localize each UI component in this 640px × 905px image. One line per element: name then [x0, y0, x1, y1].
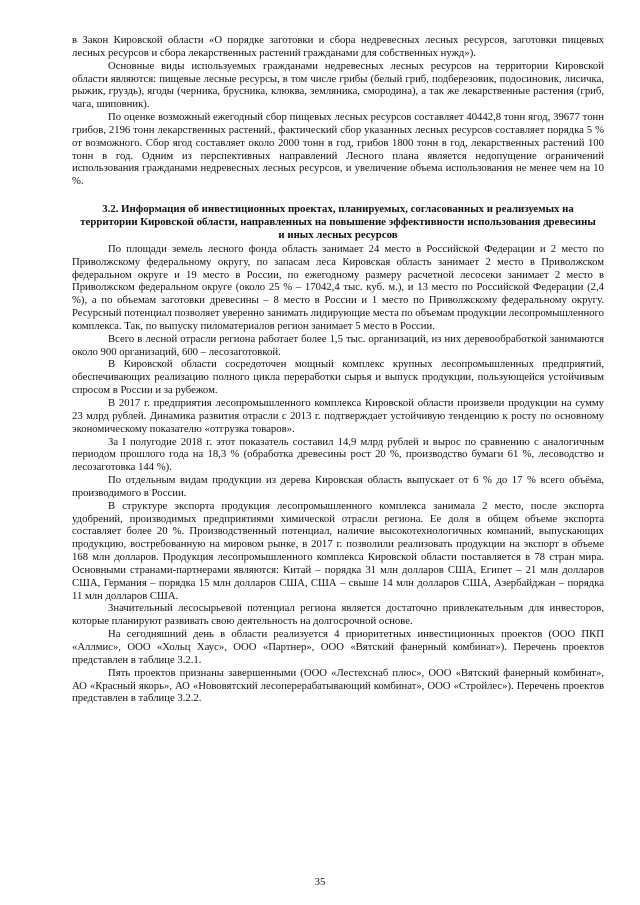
paragraph-2018-half-year: За I полугодие 2018 г. этот показатель составил 14,9 млрд рублей и вырос по сравнению с аналогичным периодом прошлого года на 18,3 % (обработка древесины рост 20 %, производство бумаги 61 %, лесоводство и лесозаготовка 144 %).	[72, 435, 604, 474]
paragraph-2017-output: В 2017 г. предприятия лесопромышленного комплекса Кировской области произвели продукции на сумму 23 млрд рублей. Динамика развития отрасли с 2013 г. подтверждает устойчивую тенденцию к росту по основному экономическому показателю «отгрузка товаров».	[72, 396, 604, 435]
paragraph-investor-appeal: Значительный лесосырьевой потенциал региона является достаточно привлекательным для инвесторов, которые планируют развивать свою деятельность на долгосрочной основе.	[72, 602, 604, 628]
paragraph-export: В структуре экспорта продукция лесопромышленного комплекса занимала 2 место, после экспорта удобрений, производимых предприятиями химической отрасли региона. Ее доля в общем объеме экспорта составляет более 20 %. Производственный потенциал, наличие высокотехнологичных компаний, выпускающих продукцию, востребованную на мировом рынке, в 2017 г. позволили реализовать продукции на экспорт в объеме 168 млн долларов. Продукция лесопромышленного комплекса Кировской области поставляется в 78 стран мира. Основными странами-партнерами являются: Китай – порядка 31 млн долларов США, Египет – 21 млн долларов США, Германия – порядка 15 млн долларов США, США – свыше 14 млн долларов США, Азербайджан – порядка 11 млн долларов США.	[72, 499, 604, 602]
paragraph-priority-projects: На сегодняшний день в области реализуется 4 приоритетных инвестиционных проектов (ООО ПКП «Аллмис», ООО «Хольц Хаус», ООО «Партнер», ООО «Вятский фанерный комбинат»). Перечень проектов представлен в таблице 3.2.1.	[72, 628, 604, 666]
paragraph-resource-types: Основные виды используемых гражданами недревесных лесных ресурсов на территории Кировской области являются: пищевые лесные ресурсы, в том числе грибы (белый гриб, подберезовик, подосиновик, лисичка, рыжик, груздь), ягоды (черника, брусника, клюква, земляника, смородина), а так же лекарственные растения (гриб, чага, шиповник).	[72, 59, 604, 111]
paragraph-forest-ranking: По площади земель лесного фонда область занимает 24 место в Российской Федерации и 2 место по Приволжскому федеральному округу, по запасам леса Кировская область занимает 2 место в Приволжском федеральном округе и 19 место в России, по ежегодному размеру расчетной лесосеки занимает 2 место в Приволжском федеральном округе (около 25 % – 17042,4 тыс. куб. м.), и 13 место по Российской Федерации (2,4 %), а по объемам заготовки древесины – 8 место в России и 1 место по Приволжскому федеральному округу. Ресурсный потенциал позволяет уверенно занимать лидирующие места по объемам продукции лесопромышленного комплекса. Так, по выпуску пиломатериалов регион занимает 5 место в России.	[72, 242, 604, 332]
paragraph-industry-complex: В Кировской области сосредоточен мощный комплекс крупных лесопромышленных предприятий, обеспечивающих реализацию полного цикла переработки сырья и выпуск продукции, пользующейся устойчивым спросом в России и за рубежом.	[72, 358, 604, 397]
paragraph-completed-projects: Пять проектов признаны завершенными (ООО «Лестехснаб плюс», ООО «Вятский фанерный комбинат», АО «Красный якорь», АО «Нововятский лесоперерабатывающий комбинат», ООО «Стройлес»). Перечень проектов представлен в таблице 3.2.2.	[72, 666, 604, 705]
paragraph-resource-estimate: По оценке возможный ежегодный сбор пищевых лесных ресурсов составляет 40442,8 тонн ягод, 39677 тонн грибов, 2196 тонн лекарственных растений., фактический сбор указанных лесных ресурсов составляет порядка 5 % от возможного. Сбор ягод составляет около 2000 тонн в год, грибов 1800 тонн в год, лекарственных растений 100 тонн в год. Одним из перспективных направлений Лесного плана является недопущение ограничений использования гражданами недревесных лесных ресурсов, и увеличение объема использования не менее чем на 10 %.	[72, 111, 604, 188]
page-number: 35	[314, 876, 326, 888]
paragraph-organizations: Всего в лесной отрасли региона работает более 1,5 тыс. организаций, из них деревообработкой занимаются около 900 организаций, 600 – лесозаготовкой.	[72, 332, 604, 358]
section-heading: 3.2. Информация об инвестиционных проектах, планируемых, согласованных и реализуемых на территории Кировской области, направленных на повышение эффективности использования древесины и иных лесных ресурсов	[80, 203, 596, 241]
paragraph-continuation: в Закон Кировской области «О порядке заготовки и сбора недревесных лесных ресурсов, заготовки пищевых лесных ресурсов и сбора лекарственных растений гражданами для собственных нужд»).	[72, 34, 604, 59]
paragraph-product-share: По отдельным видам продукции из дерева Кировская область выпускает от 6 % до 17 % всего объёма, производимого в России.	[72, 474, 604, 499]
section-gap	[72, 188, 604, 203]
